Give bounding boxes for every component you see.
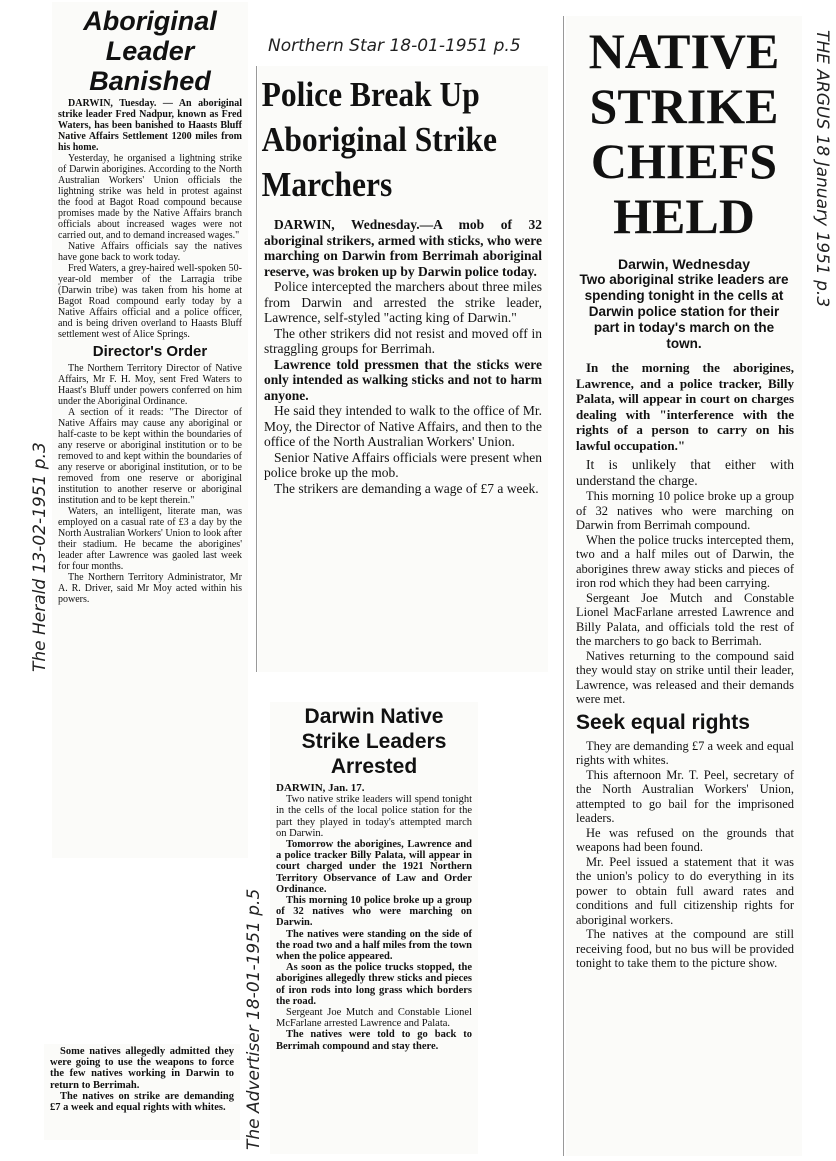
argus-paragraph: This morning 10 police broke up a group of 32 natives who were marching on Darwin from Berrimah compound.: [576, 489, 794, 532]
argus-headline: [566, 16, 802, 244]
advertiser-fragment-paragraph: The natives on strike are demanding £7 a week and equal rights with whites.: [50, 1090, 234, 1114]
herald-paragraph: A section of it reads: "The Director of Native Affairs may cause any aboriginal or half-caste to be kept within the boundaries of any reserve or aboriginal institution or to be removed to and kept within the boundaries of any reserve or aboriginal institution, or to be removed from one reserve or aboriginal institution to another reserve or aboriginal institution and to be kept therein.": [58, 407, 242, 506]
herald-headline-line-1: Aboriginal: [83, 6, 217, 36]
argus-headline-line-3: CHIEFS: [590, 133, 778, 189]
advertiser-clipping: [270, 702, 478, 1154]
herald-headline: [52, 6, 248, 96]
advertiser-paragraph: Two native strike leaders will spend tonight in the cells of the local police station for the part they played in today's attempted march on Darwin.: [276, 794, 472, 839]
argus-paragraph: Sergeant Joe Mutch and Constable Lionel MacFarlane arrested Lawrence and Billy Palata, and officials told the rest of the marchers to go back to Berrimah.: [576, 590, 794, 648]
advertiser-paragraph: Sergeant Joe Mutch and Constable Lionel McFarlane arrested Lawrence and Palata.: [276, 1007, 472, 1030]
northern-star-clipping: [258, 66, 548, 672]
herald-paragraph: Waters, an intelligent, literate man, was employed on a casual rate of £3 a day by the North Australian Workers' Union to look after their stadium. He became the aborigines' leader after Lawrence was gaoled last week for four months.: [58, 506, 242, 572]
argus-paragraph: It is unlikely that either with understand the charge.: [576, 457, 794, 488]
argus-lead: Two aboriginal strike leaders are spending tonight in the cells at Darwin police station for their part in today's march on the town.: [579, 272, 789, 351]
advertiser-paragraph: Tomorrow the aborigines, Lawrence and a police tracker Billy Palata, will appear in court charged under the 1921 Northern Territory Observance of Law and Order Ordinance.: [276, 839, 472, 895]
northern-star-paragraph: Senior Native Affairs officials were present when police broke up the mob.: [264, 449, 542, 480]
argus-handwritten-annotation: THE ARGUS 18 January 1951 p.3: [812, 30, 832, 308]
herald-lead: DARWIN, Tuesday. — An aboriginal strike leader Fred Nadpur, known as Fred Waters, has been banished to Haasts Bluff Native Affairs Settlement 1200 miles from his home.: [58, 98, 242, 153]
argus-paragraph: He was refused on the grounds that weapons had been found.: [576, 825, 794, 854]
northern-star-paragraph: The other strikers did not resist and moved off in straggling groups for Berrimah.: [264, 325, 542, 356]
herald-headline-line-2: Leader: [105, 36, 195, 66]
advertiser-headline: Darwin Native Strike Leaders Arrested: [301, 705, 447, 778]
northern-star-paragraph: The strikers are demanding a wage of £7 a week.: [274, 480, 539, 496]
herald-headline-line-3: Banished: [89, 66, 211, 96]
argus-paragraph: This afternoon Mr. T. Peel, secretary of the North Australian Workers' Union, attempted to go bail for the imprisoned leaders.: [576, 767, 794, 825]
herald-paragraph: The Northern Territory Director of Native Affairs, Mr F. H. Moy, sent Fred Waters to Haast's Bluff under powers conferred on him under the Aboriginal Ordinance.: [58, 363, 242, 407]
advertiser-paragraph: As soon as the police trucks stopped, the aborigines allegedly threw sticks and pieces of iron rods into long grass which borders the road.: [276, 962, 472, 1007]
herald-paragraph: The Northern Territory Administrator, Mr A. R. Driver, said Mr Moy acted within his powers.: [58, 572, 242, 605]
herald-clipping: [52, 2, 248, 858]
northern-star-paragraph: He said they intended to walk to the office of Mr. Moy, the Director of Native Affairs, and then to the office of the North Australian Workers' Union.: [264, 403, 542, 449]
northern-star-paragraph: Police intercepted the marchers about three miles from Darwin and arrested the strike leader, Lawrence, self-styled "acting king of Darwin.": [264, 279, 542, 325]
herald-paragraph: Fred Waters, a grey-haired well-spoken 50-year-old member of the Larragia tribe (Darwin tribe) was taken from his home at Bagot Road compound early today by a Native Affairs official and a police officer, and is being driven overland to Haasts Bluff settlement west of Alice Springs.: [58, 263, 242, 340]
advertiser-paragraph: This morning 10 police broke up a group of 32 natives who were marching on Darwin.: [276, 895, 472, 929]
herald-subhead: Director's Order: [92, 343, 208, 360]
northern-star-paragraph: Lawrence told pressmen that the sticks were only intended as walking sticks and not to harm anyone.: [264, 356, 542, 403]
clipping-edge-rule: [256, 66, 257, 672]
argus-headline-line-2: STRIKE: [589, 78, 779, 134]
advertiser-dateline: DARWIN, Jan. 17.: [276, 782, 365, 794]
argus-paragraph: In the morning the aborigines, Lawrence, and a police tracker, Billy Palata, will appear in court on charges dealing with "interference with the rights of a person to carry on his lawful occupation.": [576, 360, 794, 453]
herald-handwritten-annotation: The Herald 13-02-1951 p.3: [30, 442, 50, 672]
clipping-edge-rule: [563, 16, 564, 1156]
northern-star-headline: Police Break Up Aboriginal Strike Marchers: [261, 75, 497, 204]
argus-subhead: Seek equal rights: [576, 710, 750, 734]
advertiser-paragraph: The natives were standing on the side of the road two and a half miles from the town when the police appeared.: [276, 928, 472, 963]
argus-clipping: [566, 16, 802, 1156]
argus-dateline: Darwin, Wednesday: [617, 256, 750, 272]
advertiser-fragment-paragraph: Some natives allegedly admitted they were going to use the weapons to force the few natives working in Darwin to return to Berrimah.: [50, 1046, 234, 1091]
argus-headline-line-4: HELD: [613, 188, 755, 244]
argus-paragraph: The natives at the compound are still receiving food, but no bus will be provided tonight to take them to the picture show.: [576, 927, 794, 970]
herald-paragraph: Yesterday, he organised a lightning strike of Darwin aborigines. According to the North Australian Workers' Union officials the lightning strike was held in protest against the food at Bagot Road compound because promises made by the Native Affairs branch officials about increased wages were not carried out, and to demand increased wages.": [58, 153, 242, 241]
argus-paragraph: They are demanding £7 a week and equal rights with whites.: [576, 738, 794, 767]
herald-paragraph: Native Affairs officials say the natives have gone back to work today.: [58, 241, 242, 263]
argus-paragraph: Mr. Peel issued a statement that it was the union's policy to do everything in its power to obtain full award rates and conditions and full citizenship rights for aboriginal workers.: [576, 854, 794, 927]
argus-paragraph: When the police trucks intercepted them, two and a half miles out of Darwin, the aborigines threw away sticks and pieces of iron rod which they had been carrying.: [576, 532, 794, 590]
advertiser-fragment-clipping: [44, 1044, 240, 1140]
advertiser-paragraph: The natives were told to go back to Berrimah compound and stay there.: [276, 1029, 472, 1052]
advertiser-handwritten-annotation: The Advertiser 18-01-1951 p.5: [244, 888, 264, 1150]
northern-star-lead: DARWIN, Wednesday.—A mob of 32 aboriginal strikers, armed with sticks, who were marching on Darwin from Berrimah aboriginal reserve, was broken up by Darwin police today.: [264, 217, 542, 279]
argus-paragraph: Natives returning to the compound said they would stay on strike until their leader, Lawrence, was released and their demands were met.: [576, 648, 794, 706]
northern-star-handwritten-annotation: Northern Star 18-01-1951 p.5: [268, 36, 521, 56]
argus-headline-line-1: NATIVE: [588, 23, 780, 79]
